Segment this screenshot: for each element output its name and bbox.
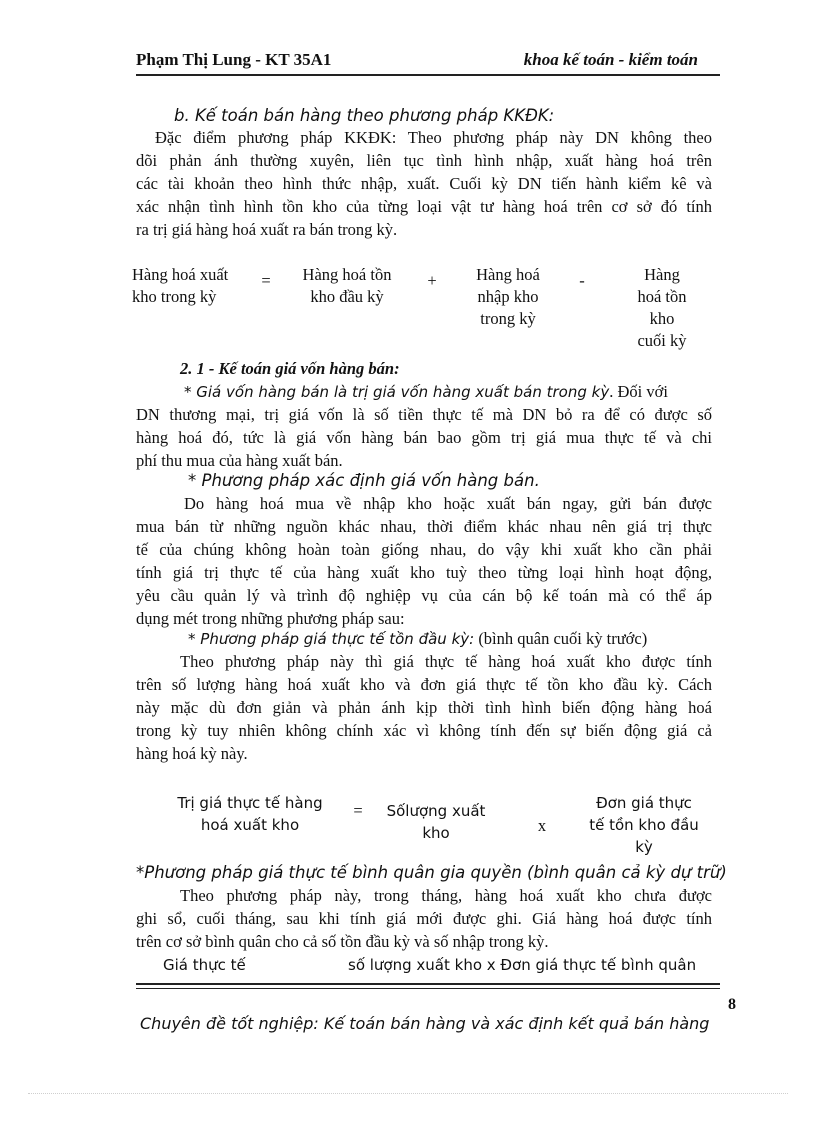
formula1-term4: Hàng hoá tồn kho cuối kỳ	[637, 265, 687, 350]
section-2-1-p1-first: * Giá vốn hàng bán là trị giá vốn hàng xuất bán trong kỳ. Đối với	[184, 382, 668, 401]
formula1-term3: Hàng hoá nhập kho trong kỳ	[476, 265, 540, 328]
formula2-term1: Trị giá thực tế hàng hoá xuất kho	[177, 794, 323, 834]
section-2-1-p3-line: yêu cầu quản lý và trình độ nghiệp vụ của cán bộ kế toán mà có thể áp	[136, 586, 712, 605]
section-b-line: xác nhận tình hình tồn kho của từng loại vật tư hàng hoá trên cơ sở đó tính	[136, 197, 712, 216]
formula1-term1: Hàng hoá xuất kho trong kỳ	[132, 265, 229, 306]
section-b-line: các tài khoản theo hình thức nhập, xuất. Cuối kỳ DN tiến hành kiểm kê và	[136, 174, 712, 193]
header-author: Phạm Thị Lung - KT 35A1	[136, 50, 332, 69]
page-number: 8	[728, 996, 736, 1013]
section-2-1-p3-line: tế của chúng không hoàn toàn giống nhau, do vậy khi xuất kho cần phải	[136, 540, 712, 559]
section-b-title: b. Kế toán bán hàng theo phương pháp KKĐK:	[174, 106, 555, 125]
formula2-term3: Đơn giá thực tế tồn kho đầu kỳ	[589, 794, 699, 856]
weighted-line: trên cơ sở bình quân cho cả số tồn đầu kỳ và số nhập trong kỳ.	[136, 932, 549, 951]
header-rule	[136, 74, 720, 76]
section-2-1-title: 2. 1 - Kế toán giá vốn hàng bán:	[180, 359, 400, 378]
formula2-times: x	[537, 816, 547, 835]
weighted-formula-right: số lượng xuất kho x Đơn giá thực tế bình quân	[348, 956, 697, 974]
section-b-line: Đặc điểm phương pháp KKĐK: Theo phương pháp này DN không theo	[155, 128, 712, 147]
formula1-equals: =	[261, 271, 271, 290]
header-department: khoa kế toán - kiểm toán	[523, 50, 698, 69]
weighted-title: *Phương pháp giá thực tế bình quân gia quyền (bình quân cả kỳ dự trữ)	[136, 863, 727, 882]
section-b-line: dõi phản ánh thường xuyên, liên tục tình hình nhập, xuất hàng hoá trên	[136, 151, 712, 170]
section-2-1-p4: * Phương pháp giá thực tế tồn đầu kỳ: (bình quân cuối kỳ trước)	[188, 629, 648, 648]
section-2-1-p5-line: trên số lượng hàng hoá xuất kho và đơn giá thực tế tồn kho đầu kỳ. Cách	[136, 675, 712, 694]
page-bottom-divider	[28, 1093, 788, 1094]
weighted-formula-left: Giá thực tế	[163, 956, 246, 974]
section-2-1-p2-title: * Phương pháp xác định giá vốn hàng bán.	[188, 471, 540, 490]
section-2-1-p3-line: tính giá trị thực tế của hàng xuất kho tuỳ theo từng loại hình hoạt động,	[136, 563, 712, 582]
formula1-term2: Hàng hoá tồn kho đầu kỳ	[302, 265, 392, 306]
section-2-1-p3-line: Do hàng hoá mua về nhập kho hoặc xuất bán ngay, gửi bán được	[184, 494, 712, 513]
footer-text: Chuyên đề tốt nghiệp: Kế toán bán hàng và xác định kết quả bán hàng	[140, 1014, 710, 1033]
weighted-line: ghi sổ, cuối tháng, sau khi tính giá mới được ghi. Giá hàng hoá được tính	[136, 909, 712, 928]
formula1-plus: +	[427, 271, 437, 290]
section-2-1-p5-line: trong kỳ tuy nhiên không chính xác vì không tính đến sự biến động giá cả	[136, 721, 712, 740]
section-2-1-p5-line: hàng hoá kỳ này.	[136, 744, 248, 763]
weighted-line: Theo phương pháp này, trong tháng, hàng hoá xuất kho chưa được	[180, 886, 712, 905]
section-2-1-p5-line: này mặc dù đơn giản và phản ánh kịp thời tình hình biến động hàng hoá	[136, 698, 712, 717]
footer-rule-thin	[136, 988, 720, 989]
section-b-line: ra trị giá hàng hoá xuất ra bán trong kỳ.	[136, 220, 398, 239]
formula2-equals: =	[353, 801, 363, 820]
section-2-1-p1-line: phí thu mua của hàng xuất bán.	[136, 451, 343, 470]
section-2-1-p3-line: mua bán từ những nguồn khác nhau, thời điểm khác nhau nên giá trị thực	[136, 517, 712, 536]
section-2-1-p3-line: dụng mét trong những phương pháp sau:	[136, 609, 405, 628]
section-2-1-p1-line: hàng hoá đó, tức là giá vốn hàng bán bao gồm trị giá mua thực tế và chi	[136, 428, 712, 447]
formula1-minus: -	[579, 271, 585, 290]
formula2-term2: Sốlượng xuất kho	[386, 802, 486, 842]
section-2-1-p1-line: DN thương mại, trị giá vốn là số tiền thực tế mà DN bỏ ra để có được số	[136, 405, 712, 424]
section-2-1-p5-line: Theo phương pháp này thì giá thực tế hàng hoá xuất kho được tính	[180, 652, 712, 671]
footer-rule	[136, 983, 720, 985]
